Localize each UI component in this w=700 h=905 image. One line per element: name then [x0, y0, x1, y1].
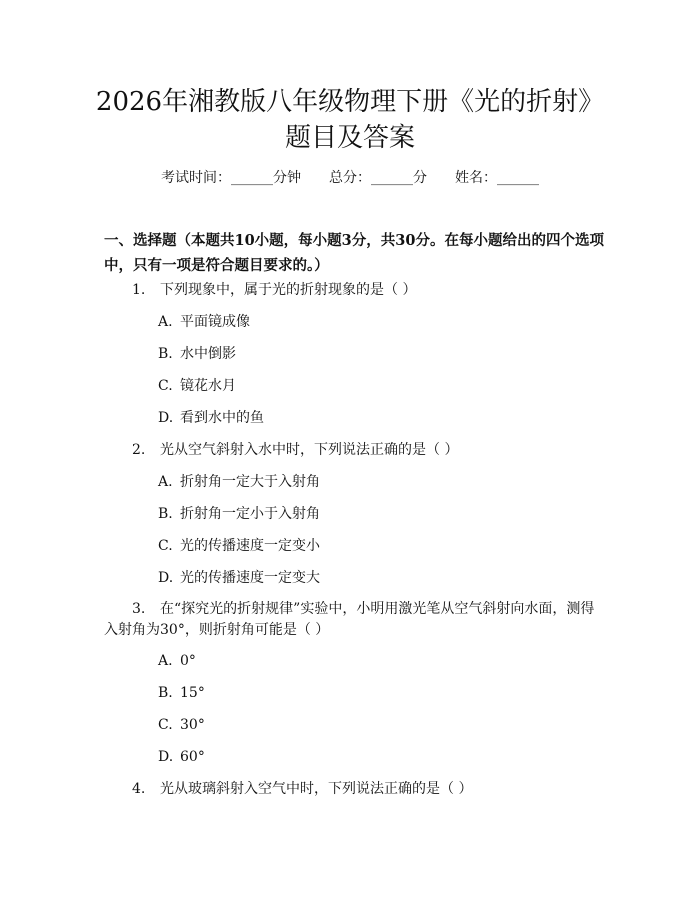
exam-score-label: 总分：______分 [329, 170, 427, 186]
question-text: 下列现象中，属于光的折射现象的是（ ） [160, 282, 417, 298]
question-text: 光从玻璃斜射入空气中时，下列说法正确的是（ ） [160, 781, 473, 797]
question-3-option-a [158, 650, 196, 672]
option-letter: A. [158, 653, 173, 669]
question-3-stem-line2: 入射角为30°，则折射角可能是（ ） [104, 622, 330, 638]
section-heading-line2: 中，只有一项是符合题目要求的。） [104, 257, 329, 274]
option-text: 看到水中的鱼 [180, 410, 264, 426]
question-text: 在“探究光的折射规律”实验中，小明用激光笔从空气斜射向水面，测得 [160, 601, 595, 617]
question-1-option-c [158, 375, 236, 397]
question-3-stem-line1 [132, 598, 594, 620]
question-4-stem [132, 778, 472, 800]
option-text: 水中倒影 [180, 346, 236, 362]
question-2-option-d [158, 567, 320, 589]
question-3-option-b [158, 682, 205, 704]
option-text: 60° [180, 749, 205, 765]
section-heading [104, 228, 604, 278]
question-2-option-b [158, 503, 320, 525]
document-title-line2: 题目及答案 [284, 123, 415, 153]
option-letter: A. [158, 474, 173, 490]
question-3-option-d [158, 746, 205, 768]
option-letter: C. [158, 378, 173, 394]
section-heading-line1: 一、选择题（本题共10小题，每小题3分，共30分。在每小题给出的四个选项 [104, 232, 604, 249]
question-2-option-c [158, 535, 320, 557]
exam-info [0, 168, 700, 188]
option-letter: B. [158, 506, 173, 522]
option-letter: D. [158, 570, 174, 586]
question-2-stem [132, 439, 458, 461]
option-text: 平面镜成像 [180, 314, 250, 330]
option-text: 折射角一定小于入射角 [180, 506, 320, 522]
question-number: 3. [132, 601, 146, 617]
option-letter: A. [158, 314, 173, 330]
option-letter: B. [158, 685, 173, 701]
question-3-option-c [158, 714, 205, 736]
question-1-stem [132, 279, 416, 301]
option-text: 15° [180, 685, 205, 701]
question-1-option-b [158, 343, 236, 365]
option-text: 光的传播速度一定变小 [180, 538, 320, 554]
option-text: 光的传播速度一定变大 [180, 570, 320, 586]
question-number: 4. [132, 781, 146, 797]
exam-time-label: 考试时间：______分钟 [161, 170, 301, 186]
exam-name-label: 姓名：______ [455, 170, 539, 186]
question-1-option-a [158, 311, 250, 333]
option-letter: B. [158, 346, 173, 362]
question-number: 1. [132, 282, 146, 298]
question-text: 光从空气斜射入水中时，下列说法正确的是（ ） [160, 442, 459, 458]
option-letter: C. [158, 538, 173, 554]
option-letter: D. [158, 410, 174, 426]
option-letter: D. [158, 749, 174, 765]
option-text: 30° [180, 717, 205, 733]
option-text: 镜花水月 [180, 378, 236, 394]
question-1-option-d [158, 407, 264, 429]
question-number: 2. [132, 442, 146, 458]
option-text: 0° [180, 653, 196, 669]
option-text: 折射角一定大于入射角 [180, 474, 320, 490]
question-2-option-a [158, 471, 320, 493]
option-letter: C. [158, 717, 173, 733]
document-title-line1: 2026年湘教版八年级物理下册《光的折射》 [95, 87, 605, 117]
